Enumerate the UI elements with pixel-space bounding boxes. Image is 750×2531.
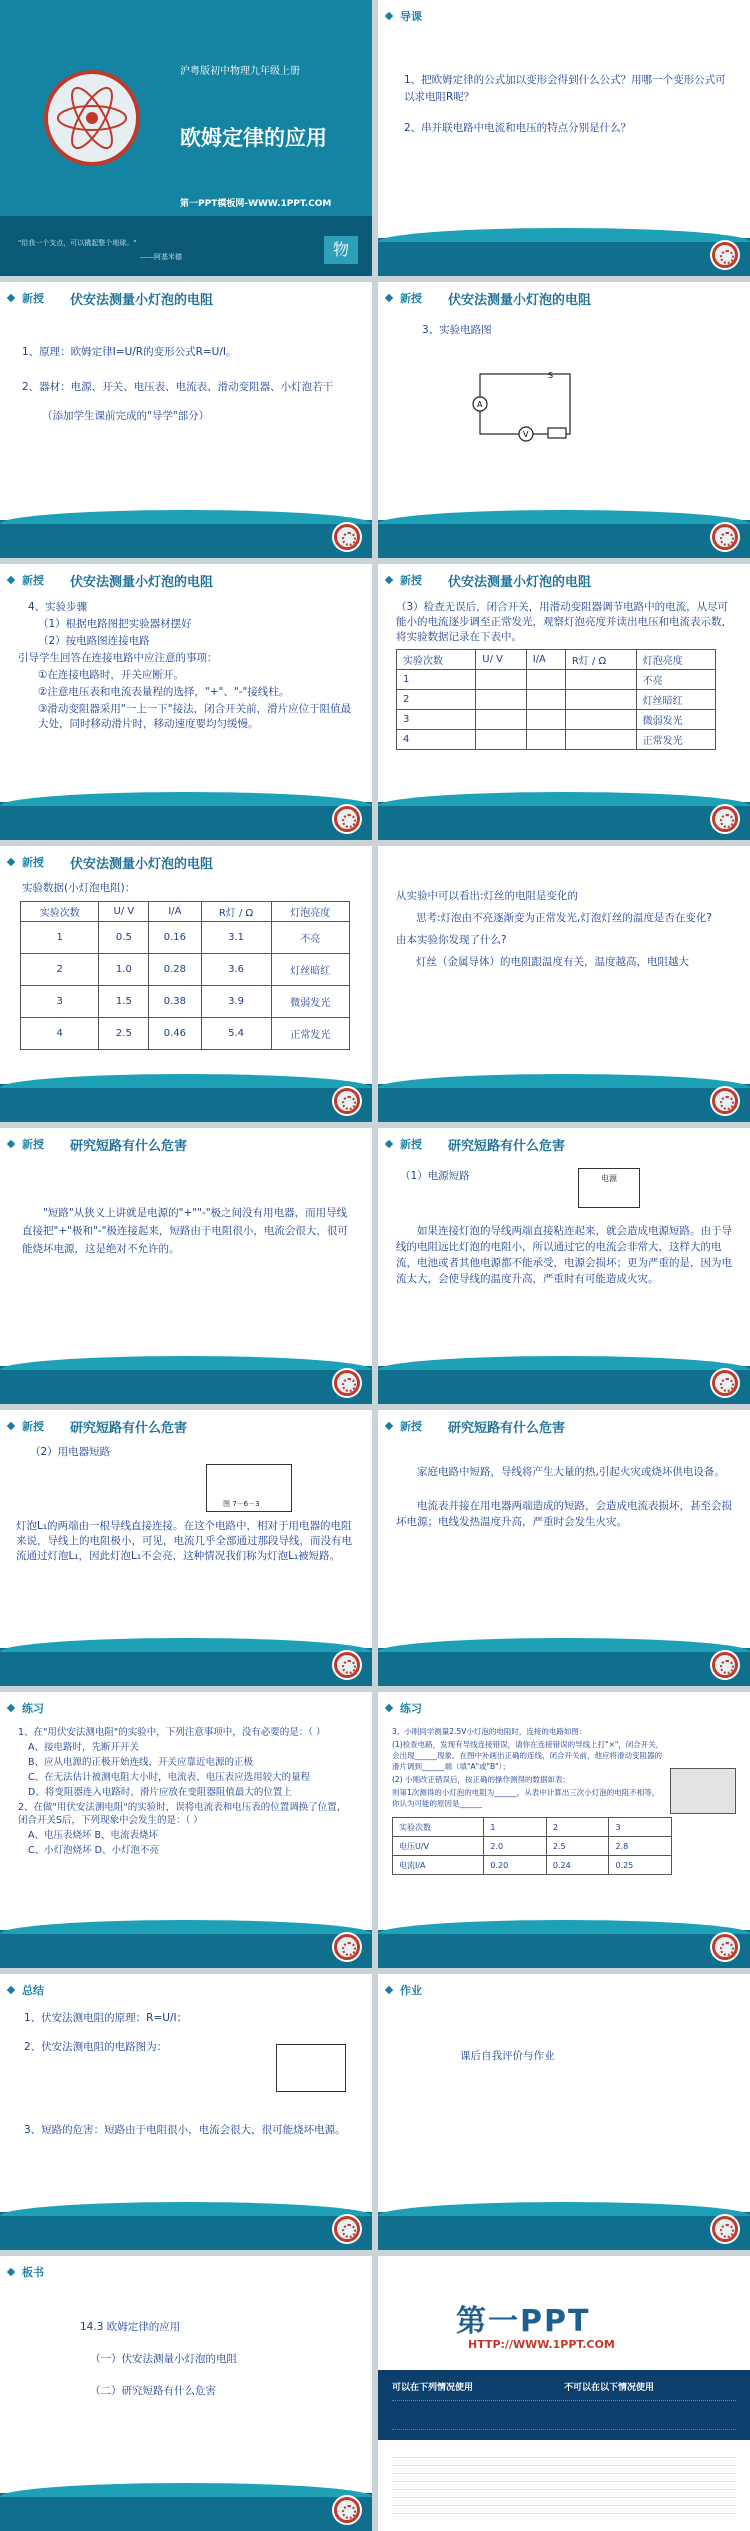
cell: 1 [21,922,99,954]
col-header: 灯泡亮度 [271,902,349,922]
links-block [378,2440,750,2531]
section-label: 新授 [400,574,422,587]
slide-header [0,1410,372,1442]
exercise-line: 则第1次测得的小灯泡的电阻为______，从表中计算出三次小灯泡的电阻不相等，你认为可能的原因是______ [392,1788,660,1808]
cell: 4 [21,1018,99,1050]
footer-band [378,2212,750,2250]
diamond-icon [385,1986,393,1994]
section-label: 新授 [22,1138,44,1151]
finding: 灯丝（金属导体）的电阻跟温度有关，温度越高，电阻越大 [416,956,689,968]
seal-icon [334,2497,360,2523]
section-label: 新授 [22,1420,44,1433]
seal-icon [334,1370,360,1396]
slide-conclusion[interactable] [378,846,750,1122]
equipment-text: 2、器材：电源、开关、电压表、电流表、滑动变阻器、小灯泡若干 [22,381,334,393]
footer-band [0,1366,372,1404]
cell: 正常发光 [271,1018,349,1050]
slide-title: 伏安法测量小灯泡的电阻 [448,574,592,590]
cell: 0.20 [484,1856,547,1875]
cell: 2 [21,954,99,986]
svg-text:S: S [548,371,554,380]
col-header: 实验次数 [21,902,99,922]
slide-header [0,846,372,878]
cover-site: 第一PPT模板网-WWW.1PPT.COM [180,199,332,209]
col-header: 实验次数 [397,650,476,670]
exercise-line: 2、在做"用伏安法测电阻"的实验时，误将电流表和电压表的位置调换了位置，闭合开关S后，下列现象中会发生的是：（ ） [18,1802,347,1826]
slide-homework[interactable] [378,1974,750,2250]
footer-band [0,802,372,840]
col-header: I/A [526,650,565,670]
note-text: （添加学生课前完成的"导学"部分） [42,410,210,422]
cell: 2.8 [609,1837,672,1856]
slide-data[interactable] [0,846,372,1122]
footer-band [0,2493,372,2531]
slide-short-circuit[interactable] [0,1128,372,1404]
question-1: 1、把欧姆定律的公式加以变形会得到什么公式？用哪一个变形公式可以求电阻R呢？ [404,74,726,103]
slide-header [378,1692,750,1724]
slide-header [0,2256,372,2288]
cell: 灯丝暗红 [271,954,349,986]
cell: 3 [609,1818,672,1837]
section-label: 新授 [400,1420,422,1433]
col-header: R灯 / Ω [201,902,271,922]
section-label: 新授 [400,292,422,305]
cell: 3 [21,986,99,1018]
cell: 电压U/V [393,1837,484,1856]
cell: 2 [546,1818,609,1837]
seal-icon [712,524,738,550]
diamond-icon [385,1422,393,1430]
slide-header [0,1128,372,1160]
brand-url: HTTP://WWW.1PPT.COM [468,2338,615,2351]
slide-exercise-2[interactable] [378,1692,750,1968]
subheading: （1）电源短路 [400,1170,470,1182]
exercise-line: (1)检查电路，发现有导线连接错误，请你在连接错误的导线上打"×"，闭合开关，会出现______现象。在图中补画出正确的连线，闭合开关前，他应将滑动变阻器的滑片调到______端（填"A"或"B"）； [392,1740,664,1771]
cell: 实验次数 [393,1818,484,1837]
col-header: U/ V [99,902,149,922]
seal-icon [334,524,360,550]
cell: 3.1 [201,922,271,954]
section-label: 练习 [22,1702,44,1715]
slide-header [0,1692,372,1724]
cell: 电流I/A [393,1856,484,1875]
diamond-icon [7,858,15,866]
cell: 1.0 [99,954,149,986]
diamond-icon [7,1986,15,1994]
section-label: 总结 [22,1984,44,1997]
meter-picture [670,1768,736,1814]
section-label: 导课 [400,10,422,23]
instructions: （3）检查无误后，闭合开关，用滑动变阻器调节电路中的电流，从尽可能小的电流逐步调至正常发光，观察灯泡亮度并读出电压和电流表示数，将实验数据记录在下表中。 [396,601,732,643]
cell: 0.25 [609,1856,672,1875]
diamond-icon [385,576,393,584]
diamond-icon [7,2268,15,2276]
slide-header [378,282,750,314]
cell: 1.5 [99,986,149,1018]
diamond-icon [7,576,15,584]
footer-band [378,1648,750,1686]
seal-icon [712,242,738,268]
exercise-line: (2) 小刚改正错误后，按正确的操作测得的数据如表： [392,1775,571,1784]
cell: 微弱发光 [271,986,349,1018]
cell: 正常发光 [636,730,715,750]
think: 思考:灯泡由不亮逐渐变为正常发光,灯泡灯丝的温度是否在变化? [416,912,712,924]
slide-principle[interactable] [0,282,372,558]
section-label: 练习 [400,1702,422,1715]
cell: 3 [397,710,476,730]
footer-band [378,1084,750,1122]
homework-text: 课后自我评价与作业 [460,2050,555,2062]
seal-icon [712,1934,738,1960]
question: 由本实验你发现了什么? [396,934,507,946]
slide-record[interactable] [378,564,750,840]
section-label: 新授 [22,574,44,587]
footer-band [0,1648,372,1686]
cover-series: 沪粤版初中物理九年级上册 [180,66,300,77]
section-label: 板书 [22,2266,44,2279]
slide-header [0,564,372,596]
slide-source-short[interactable] [378,1128,750,1404]
question-2: 2、串并联电路中电流和电压的特点分别是什么？ [404,122,632,134]
atom-logo-icon [44,70,140,166]
slide-title: 伏安法测量小灯泡的电阻 [70,856,214,872]
cell: 0.24 [546,1856,609,1875]
cell: 4 [397,730,476,750]
board-line: （二）研究短路有什么危害 [90,2385,216,2397]
step-line: ③滑动变阻器采用"一上一下"接法，闭合开关前，滑片应位于阻值最大处，同时移动滑片时，移动速度要均匀缓慢。 [38,703,352,730]
slide-title: 研究短路有什么危害 [448,1138,566,1154]
diamond-icon [7,1704,15,1712]
figure-label: 图 7－6－3 [223,1500,260,1508]
slide-header [0,282,372,314]
figure-label: 电源 [601,1174,617,1183]
cover-title: 欧姆定律的应用 [180,126,327,150]
footer-band [378,520,750,558]
device-short-figure [206,1464,292,1512]
slide-exercise-1[interactable] [0,1692,372,1968]
cell: 2.0 [484,1837,547,1856]
seal-icon [712,2216,738,2242]
seal-icon [712,1652,738,1678]
info-lines [392,2400,736,2430]
seal-icon [334,2216,360,2242]
col-header: R灯 / Ω [565,650,636,670]
explanation: 灯泡L₁的两端由一根导线直接连接。在这个电路中，相对于用电器的电阻来说，导线上的电阻极小，可见，电流几乎全部通过那段导线，而没有电流通过灯泡L₁，因此灯泡L₁不会亮，这种情况我们称为灯泡L₁被短路。 [16,1520,352,1562]
footer-band [378,802,750,840]
slide-brand[interactable] [378,2256,750,2531]
diamond-icon [385,294,393,302]
explanation: 如果连接灯泡的导线两端直接粘连起来，就会造成电源短路。由于导线的电阻远比灯泡的电阻小，所以通过它的电流会非常大，这样大的电流，电池或者其他电源都不能承受，电源会损坏；更为严重的是，因为电流太大，会使导线的温度升高，严重时有可能造成火灾。 [396,1225,732,1285]
step-line: 引导学生回答在连接电路中应注意的事项： [18,652,218,664]
exercise-line: B、应从电源的正极开始连线，开关应靠近电源的正极 [28,1757,254,1768]
slide-title: 研究短路有什么危害 [448,1420,566,1436]
slide-title: 研究短路有什么危害 [70,1138,188,1154]
footer-band [0,1084,372,1122]
slide-circuit[interactable] [378,282,750,558]
col-header: U/ V [476,650,526,670]
summary-circuit-figure [276,2044,346,2092]
home-short: 家庭电路中短路，导线将产生大量的热,引起火灾或烧坏供电设备。 [417,1466,725,1478]
section-label: 新授 [400,1138,422,1151]
col-header: 灯泡亮度 [636,650,715,670]
exercise-line: C、在无法估计被测电阻大小时，电流表、电压表应选用较大的量程 [28,1772,311,1783]
source-short-figure [578,1168,640,1208]
slide-header [378,1974,750,2006]
footer-band [378,1930,750,1968]
footer-band [0,2212,372,2250]
data-table-empty [396,649,716,750]
table-label: 实验数据(小灯泡电阻)： [22,882,136,894]
diamond-icon [7,294,15,302]
exercise-line: A、电压表烧坏 B、电流表烧坏 [28,1830,159,1841]
exercise-line: A、接电路时，先断开开关 [28,1742,139,1753]
cover-quote: "给我一个支点，可以撬起整个地球。" [18,239,137,247]
seal-icon [712,806,738,832]
slide-title: 伏安法测量小灯泡的电阻 [448,292,592,308]
cell: 2.5 [546,1837,609,1856]
exercise-table [392,1817,672,1875]
seal-icon [334,1934,360,1960]
diamond-icon [7,1422,15,1430]
cell: 1 [397,670,476,690]
slide-header [378,0,750,32]
slide-title: 伏安法测量小灯泡的电阻 [70,292,214,308]
slide-header [378,564,750,596]
cell: 0.16 [149,922,201,954]
diamond-icon [385,1704,393,1712]
slide-home-short[interactable] [378,1410,750,1686]
exercise-line: D、将变阻器连入电路时，滑片应放在变阻器阻值最大的位置上 [28,1787,292,1798]
slide-steps[interactable] [0,564,372,840]
footer-band [0,1930,372,1968]
board-line: 14.3 欧姆定律的应用 [80,2321,181,2333]
cell: 0.38 [149,986,201,1018]
cover-badge: 物 [324,236,358,264]
principle-text: 1、原理：欧姆定律I=U/R的变形公式R=U/I。 [22,346,237,358]
definition: "短路"从狭义上讲就是电源的"+""-"极之间没有用电器，而用导线直接把"+"极和"-"极连接起来，短路由于电阻很小，电流会很大，很可能烧坏电源，这是绝对不允许的。 [22,1207,348,1255]
slide-header [0,1974,372,2006]
exercise-line: C、小灯泡烧坏 D、小灯泡不亮 [28,1845,159,1856]
slide-intro[interactable] [378,0,750,276]
subheading: （2）用电器短路 [30,1446,111,1458]
seal-icon [334,1088,360,1114]
circuit-diagram [468,366,584,444]
meter-short: 电流表并接在用电器两端造成的短路，会造成电流表损坏，甚至会损坏电源；电线发热温度升高，严重时会发生火灾。 [396,1500,732,1528]
step-line: ①在连接电路时，开关应断开。 [38,669,184,681]
seal-icon [334,1652,360,1678]
section-label: 作业 [400,1984,422,1997]
slide-title: 研究短路有什么危害 [70,1420,188,1436]
section-label: 新授 [22,292,44,305]
step-line: ②注意电压表和电流表量程的选择，"+"、"-"接线柱。 [38,686,290,698]
cell: 灯丝暗红 [636,690,715,710]
col-header: I/A [149,902,201,922]
slide-board[interactable] [0,2256,372,2531]
diamond-icon [385,12,393,20]
footer-band [378,1366,750,1404]
svg-text:V: V [523,430,529,439]
cover-quote-author: ——阿基米德 [140,253,182,261]
cell: 2.5 [99,1018,149,1050]
data-table [20,901,350,1050]
cell: 微弱发光 [636,710,715,730]
slide-device-short[interactable] [0,1410,372,1686]
seal-icon [712,1088,738,1114]
footer-band [0,520,372,558]
cell: 0.5 [99,922,149,954]
diamond-icon [385,1140,393,1148]
cell: 3.6 [201,954,271,986]
cell: 1 [484,1818,547,1837]
cell: 3.9 [201,986,271,1018]
slide-title: 伏安法测量小灯泡的电阻 [70,574,214,590]
step-line: （1）根据电路图把实验器材摆好 [38,618,192,630]
cell: 5.4 [201,1018,271,1050]
right-title: 不可以在以下情况使用 [564,2383,655,2393]
cell: 0.28 [149,954,201,986]
slide-summary[interactable] [0,1974,372,2250]
summary-2: 2、伏安法测电阻的电路图为： [24,2041,168,2053]
cell: 0.46 [149,1018,201,1050]
footer-band [378,238,750,276]
seal-icon [712,1370,738,1396]
cell: 不亮 [636,670,715,690]
observation: 从实验中可以看出:灯丝的电阻是变化的 [396,890,579,902]
seal-icon [334,806,360,832]
board-line: （一）伏安法测量小灯泡的电阻 [90,2353,237,2365]
summary-3: 3、短路的危害：短路由于电阻很小，电流会很大，很可能烧坏电源。 [24,2124,346,2136]
slide-cover[interactable] [0,0,372,276]
step-line: （2）按电路图连接电路 [38,635,150,647]
step-line: 4、实验步骤 [28,601,88,613]
cell: 不亮 [271,922,349,954]
cell: 2 [397,690,476,710]
section-label: 新授 [22,856,44,869]
svg-text:A: A [477,400,483,409]
slide-header [378,1410,750,1442]
slide-header [378,1128,750,1160]
circuit-label: 3、实验电路图 [422,324,492,336]
exercise-line: 1、在"用伏安法测电阻"的实验中，下列注意事项中，没有必要的是：（ ） [18,1727,326,1738]
left-title: 可以在下列情况使用 [392,2383,474,2393]
summary-1: 1、伏安法测电阻的原理：R=U/I； [24,2012,188,2024]
brand-logo: 第一PPT [456,2304,591,2339]
brand-info-panel [378,2370,750,2531]
diamond-icon [7,1140,15,1148]
exercise-line: 3、小刚同学测量2.5V小灯泡的电阻时，连接的电路如图： [392,1727,587,1736]
